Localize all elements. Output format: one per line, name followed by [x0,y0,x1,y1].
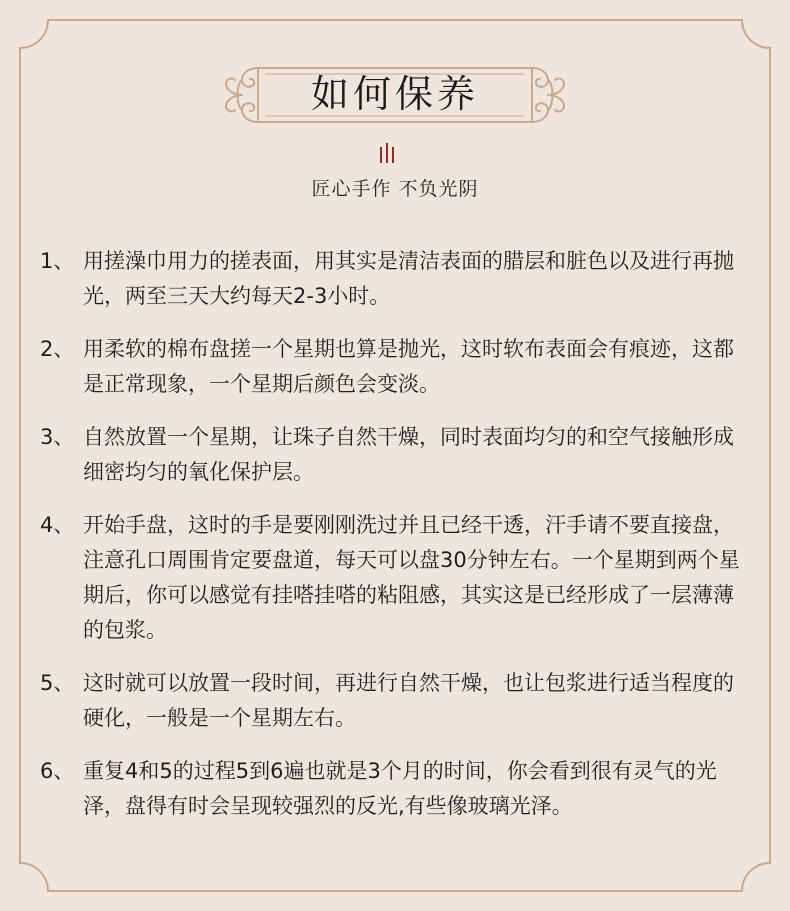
item-number: 4、 [40,513,75,537]
divider-mark-icon [375,143,399,163]
list-item [40,244,750,314]
list-item [40,754,750,824]
list-item [40,332,750,402]
item-text: 重复4和5的过程5到6遍也就是3个月的时间，你会看到很有灵气的光泽，盘得有时会呈现较强烈的反光,有些像玻璃光泽。 [83,759,717,818]
item-number: 5、 [40,671,75,695]
item-text: 开始手盘，这时的手是要刚刚洗过并且已经干透，汗手请不要直接盘，注意孔口周围肯定要盘道，每天可以盘30分钟左右。一个星期到两个星期后，你可以感觉有挂嗒挂嗒的粘阻感，其实这是已经形成了一层薄薄的包浆。 [83,513,740,642]
item-number: 1、 [40,249,75,273]
list-item [40,420,750,490]
item-number: 6、 [40,759,75,783]
list-item [40,666,750,736]
care-steps-list [40,244,750,842]
list-item [40,508,750,648]
page-title: 如何保养 [310,72,479,116]
item-number: 3、 [40,425,75,449]
item-text: 用搓澡巾用力的搓表面，用其实是清洁表面的腊层和脏色以及进行再抛光，两至三天大约每天2-3小时。 [83,249,734,308]
item-text: 自然放置一个星期，让珠子自然干燥，同时表面均匀的和空气接触形成细密均匀的氧化保护层。 [83,425,734,484]
title-block [220,60,570,130]
page-subtitle: 匠心手作 不负光阴 [311,178,479,200]
item-text: 用柔软的棉布盘搓一个星期也算是抛光，这时软布表面会有痕迹，这都是正常现象，一个星期后颜色会变淡。 [83,337,734,396]
item-text: 这时就可以放置一段时间，再进行自然干燥，也让包浆进行适当程度的硬化，一般是一个星期左右。 [83,671,734,730]
item-number: 2、 [40,337,75,361]
